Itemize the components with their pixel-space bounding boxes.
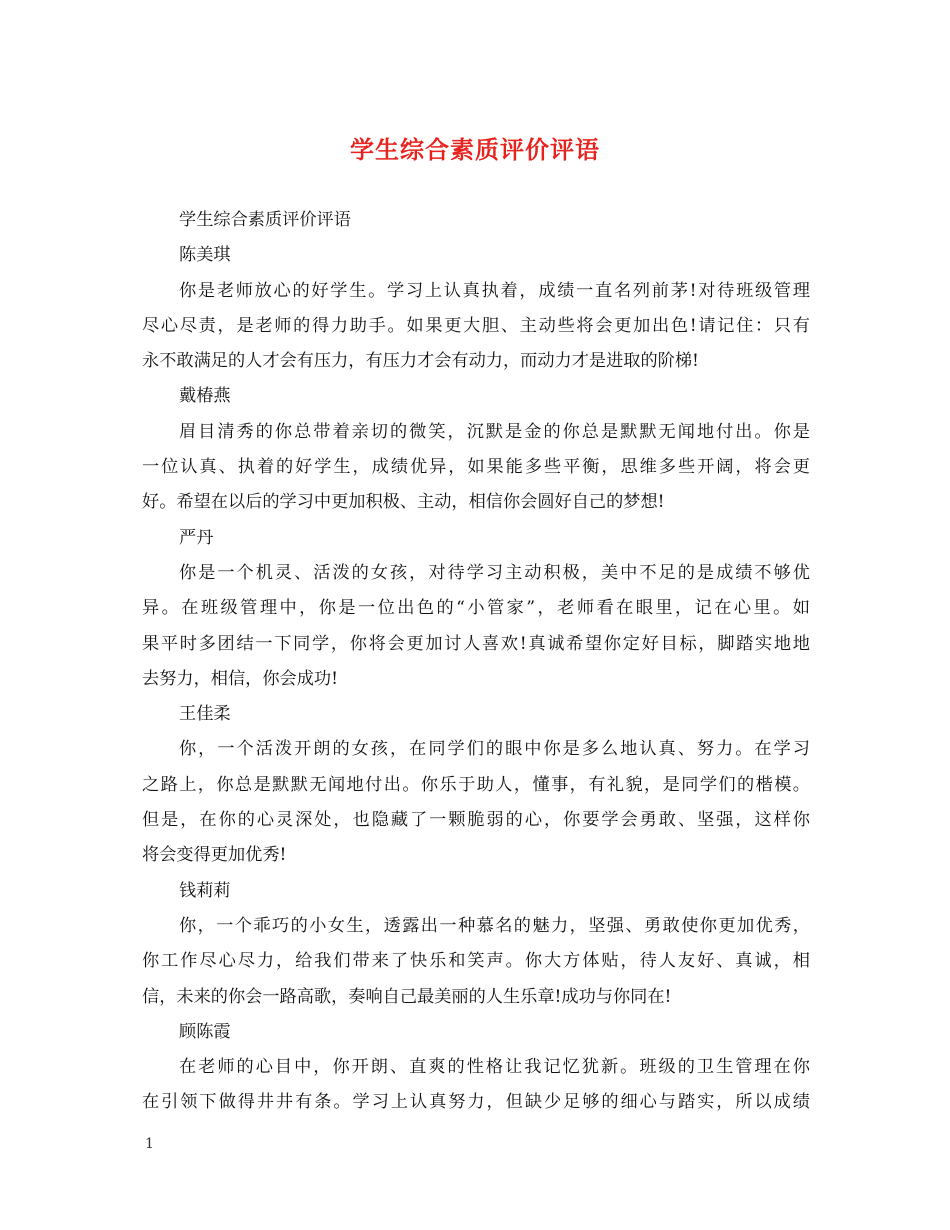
body-line: 顾陈霞 xyxy=(179,1021,231,1042)
body-line: 眉目清秀的你总带着亲切的微笑，沉默是金的你总是默默无闻地付出。你是 xyxy=(179,421,810,442)
document-body xyxy=(142,203,810,1121)
body-line: 严丹 xyxy=(179,527,214,548)
body-line: 尽心尽责，是老师的得力助手。如果更大胆、主动些将会更加出色!请记住：只有 xyxy=(142,315,810,336)
body-line: 你是一个机灵、活泼的女孩，对待学习主动积极，美中不足的是成绩不够优 xyxy=(179,562,810,583)
body-line: 学生综合素质评价评语 xyxy=(179,210,351,230)
body-line: 信，未来的你会一路高歌，奏响自己最美丽的人生乐章!成功与你同在! xyxy=(142,986,672,1007)
body-line: 之路上，你总是默默无闻地付出。你乐于助人，懂事，有礼貌，是同学们的楷模。 xyxy=(142,774,810,795)
body-line: 但是，在你的心灵深处，也隐藏了一颗脆弱的心，你要学会勇敢、坚强，这样你 xyxy=(142,810,810,831)
body-line: 钱莉莉 xyxy=(179,880,231,901)
document-title: 学生综合素质评价评语 xyxy=(350,135,600,164)
body-line: 好。希望在以后的学习中更加积极、主动，相信你会圆好自己的梦想! xyxy=(142,492,665,513)
body-line: 异。在班级管理中，你是一位出色的“小管家”，老师看在眼里，记在心里。如 xyxy=(142,598,810,619)
body-line: 戴椿燕 xyxy=(179,386,231,407)
body-line: 在引领下做得井井有条。学习上认真努力，但缺少足够的细心与踏实，所以成绩 xyxy=(142,1092,810,1113)
body-line: 一位认真、执着的好学生，成绩优异，如果能多些平衡，思维多些开阔，将会更 xyxy=(142,457,810,478)
body-line: 将会变得更加优秀! xyxy=(142,845,287,866)
body-line: 永不敢满足的人才会有压力，有压力才会有动力，而动力才是进取的阶梯! xyxy=(142,351,699,372)
body-line: 你是老师放心的好学生。学习上认真执着，成绩一直名列前茅!对待班级管理 xyxy=(179,280,810,301)
body-line: 你，一个活泼开朗的女孩，在同学们的眼中你是多么地认真、努力。在学习 xyxy=(179,739,810,760)
body-line: 陈美琪 xyxy=(179,245,231,266)
body-line: 在老师的心目中，你开朗、直爽的性格让我记忆犹新。班级的卫生管理在你 xyxy=(179,1057,810,1078)
page-number: 1 xyxy=(145,1136,154,1152)
body-line: 王佳柔 xyxy=(179,704,231,725)
body-line: 你，一个乖巧的小女生，透露出一种慕名的魅力，坚强、勇敢使你更加优秀， xyxy=(179,915,810,936)
body-line: 果平时多团结一下同学，你将会更加讨人喜欢!真诚希望你定好目标，脚踏实地地 xyxy=(142,633,810,654)
body-line: 你工作尽心尽力，给我们带来了快乐和笑声。你大方体贴，待人友好、真诚，相 xyxy=(142,951,810,972)
body-line: 去努力，相信，你会成功! xyxy=(142,668,338,689)
